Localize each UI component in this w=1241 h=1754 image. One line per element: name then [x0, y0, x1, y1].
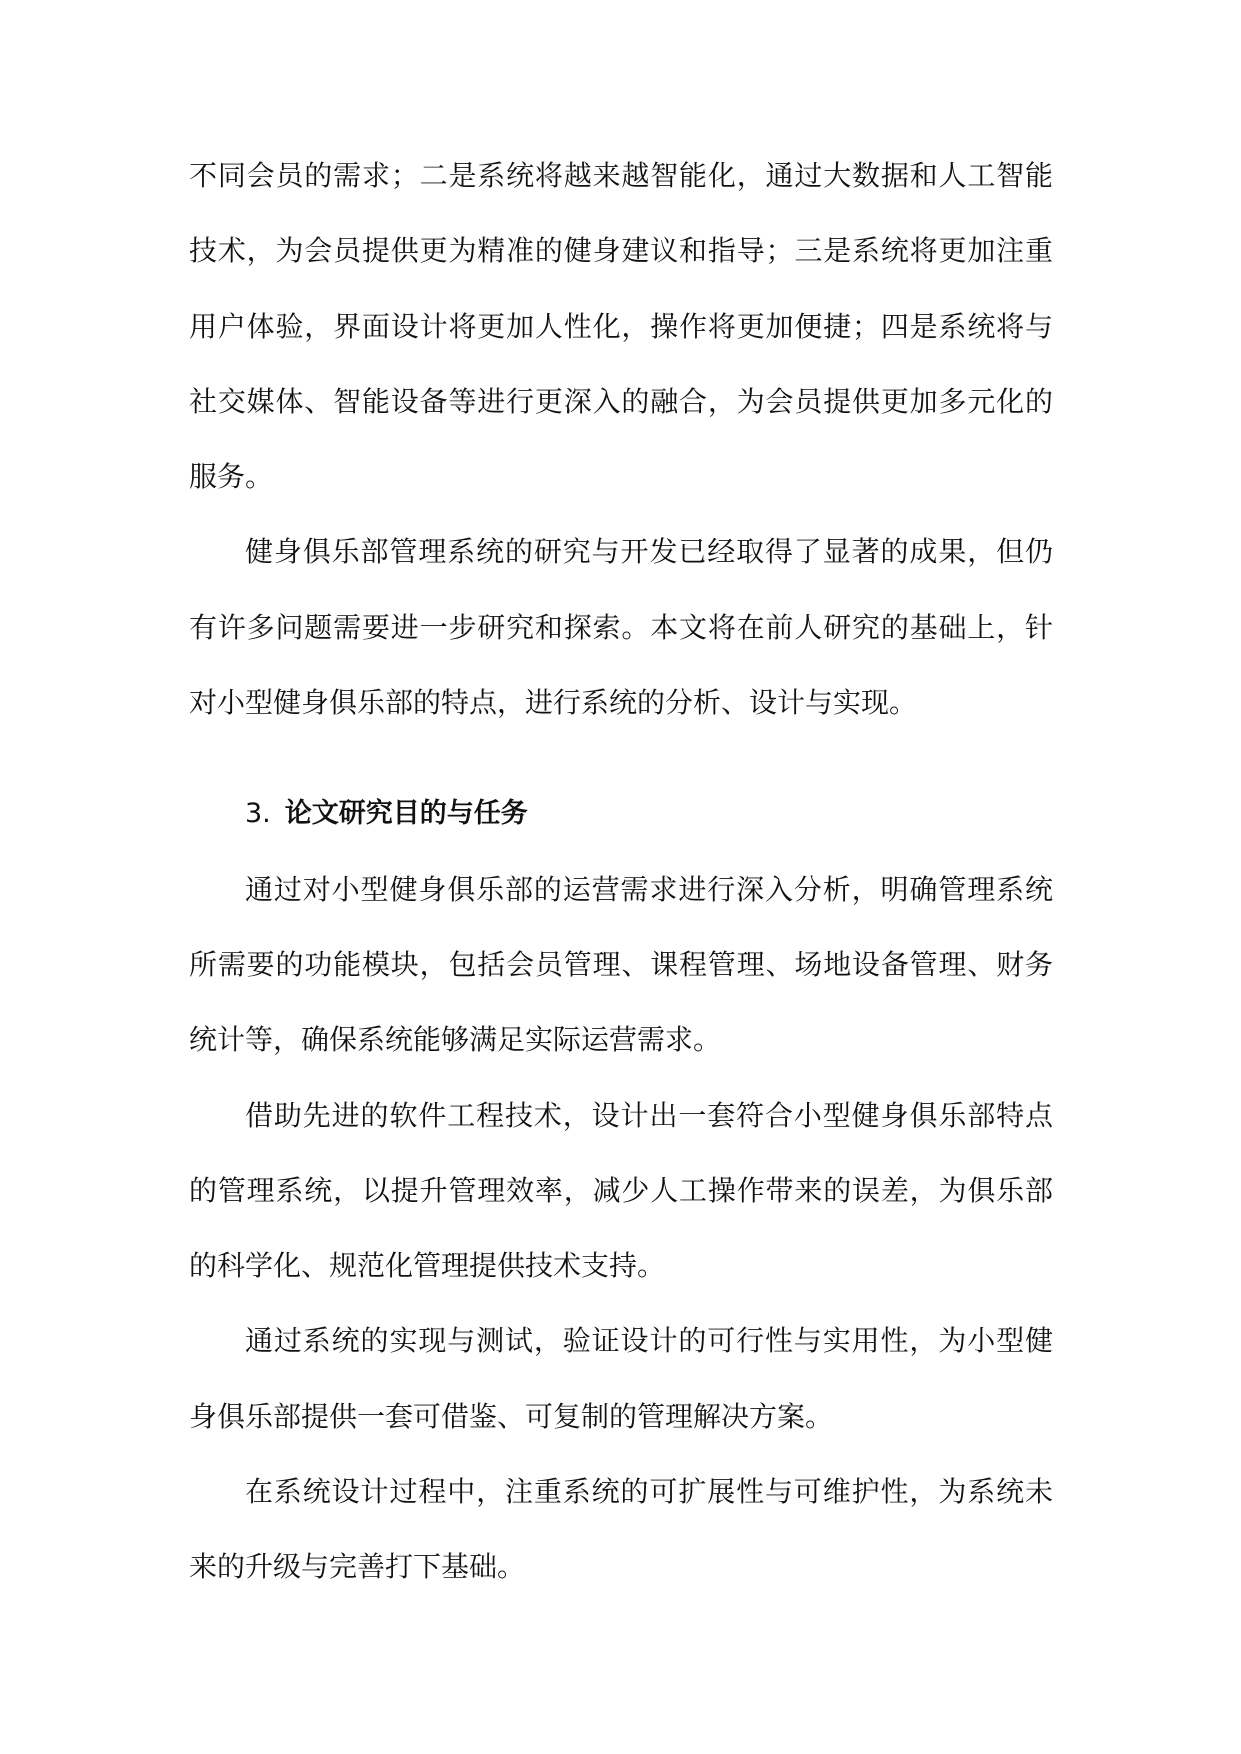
paragraph-implementation-testing: 通过系统的实现与测试，验证设计的可行性与实用性，为小型健身俱乐部提供一套可借鉴、可复制的管理解决方案。	[189, 1324, 1053, 1433]
document-body	[189, 138, 1053, 1605]
section-title: 论文研究目的与任务	[284, 798, 528, 830]
section-number: 3.	[245, 798, 271, 830]
section-heading	[189, 776, 1053, 851]
paragraph-trends-continued: 不同会员的需求；二是系统将越来越智能化，通过大数据和人工智能技术，为会员提供更为精准的健身建议和指导；三是系统将更加注重用户体验，界面设计将更加人性化，操作将更加便捷；四是系统将与社交媒体、智能设备等进行更深入的融合，为会员提供更加多元化的服务。	[189, 159, 1053, 494]
paragraph-research-summary: 健身俱乐部管理系统的研究与开发已经取得了显著的成果，但仍有许多问题需要进一步研究和探索。本文将在前人研究的基础上，针对小型健身俱乐部的特点，进行系统的分析、设计与实现。	[189, 535, 1053, 720]
paragraph-extensibility: 在系统设计过程中，注重系统的可扩展性与可维护性，为系统未来的升级与完善打下基础。	[189, 1475, 1053, 1584]
paragraph-system-design: 借助先进的软件工程技术，设计出一套符合小型健身俱乐部特点的管理系统，以提升管理效率，减少人工操作带来的误差，为俱乐部的科学化、规范化管理提供技术支持。	[189, 1098, 1053, 1283]
paragraph-requirements-analysis: 通过对小型健身俱乐部的运营需求进行深入分析，明确管理系统所需要的功能模块，包括会员管理、课程管理、场地设备管理、财务统计等，确保系统能够满足实际运营需求。	[189, 872, 1053, 1057]
